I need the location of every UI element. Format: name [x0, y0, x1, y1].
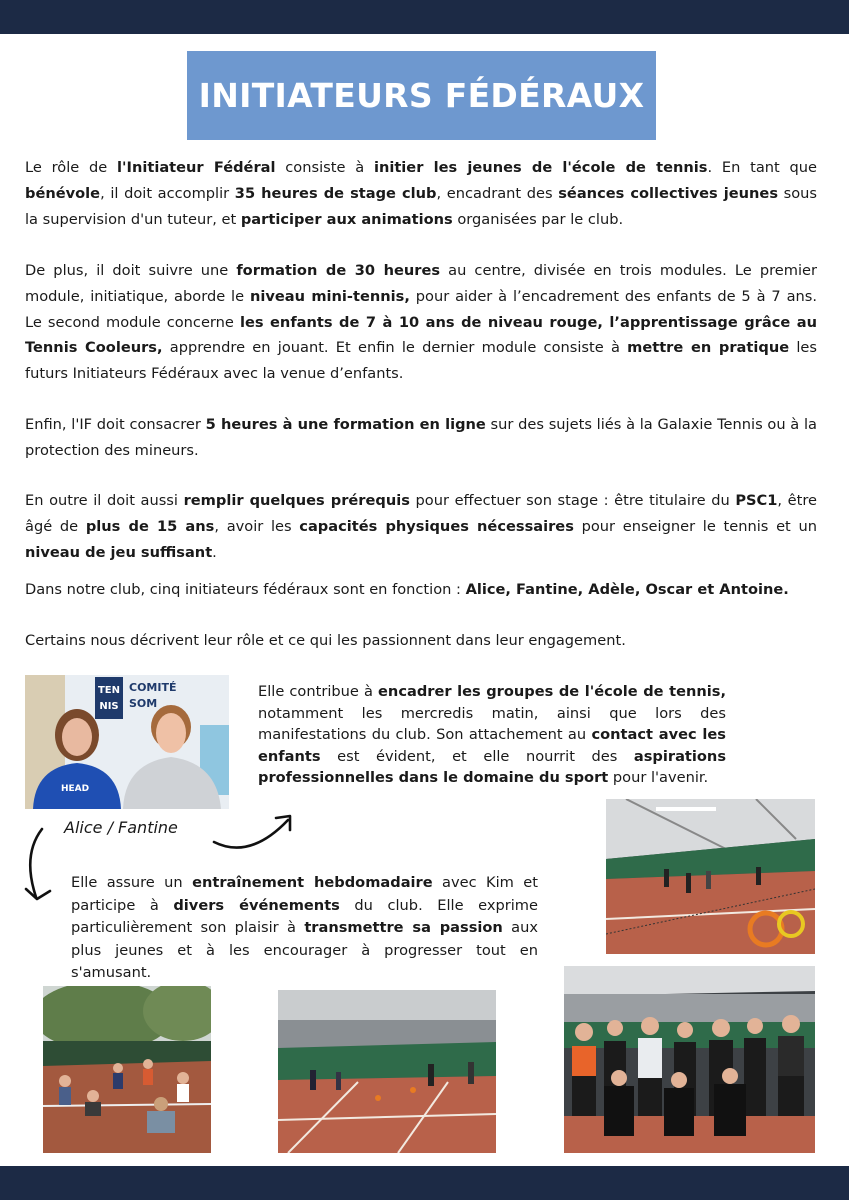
- photo-outdoor-kids: [43, 986, 211, 1153]
- title-box: [187, 51, 656, 140]
- photo-caption: Alice / Fantine: [64, 818, 178, 837]
- paragraph-role: Le rôle de l'Initiateur Fédéral consiste à initier les jeunes de l'école de tennis. En tant que bénévole, il doit accomplir 35 heures de stage club, encadrant des séances collectives jeunes sous la supervision d'un tuteur, et participer aux animations organisées par le club.: [25, 159, 818, 228]
- page-title: INITIATEURS FÉDÉRAUX: [198, 76, 645, 115]
- paragraph-prerequisites: En outre il doit aussi remplir quelques prérequis pour effectuer son stage : être titulaire du PSC1, être âgé de plus de 15 ans, avoir les capacités physiques nécessaires pour enseigner le tennis et un niveau de jeu suffisant.: [25, 492, 818, 561]
- photo-alice-fantine: [25, 675, 229, 809]
- photo-indoor-court-drills: [278, 990, 496, 1153]
- text-fantine-description: Elle assure un entraînement hebdomadaire avec Kim et participe à divers événements du club. Elle exprime particulièrement son plaisir à transmettre sa passion aux plus jeunes et à les encourager à progresser tout en s'amusant.: [71, 874, 539, 981]
- banner-text-somme: SOM: [129, 697, 158, 710]
- paragraph-training: De plus, il doit suivre une formation de 30 heures au centre, divisée en trois modules. Le premier module, initiatique, aborde le niveau mini-tennis, pour aider à l’encadrement des enfants de 5 à 7 ans. Le second module concerne les enfants de 7 à 10 ans de niveau rouge, l’apprentissage grâce au Tennis Cooleurs, apprendre en jouant. Et enfin le dernier module consiste à mettre en pratique les futurs Initiateurs Fédéraux avec la venue d’enfants.: [25, 262, 817, 383]
- paragraph-club-members: Dans notre club, cinq initiateurs fédéraux sont en fonction : Alice, Fantine, Adèle, Oscar et Antoine.: [25, 581, 789, 598]
- paragraph-intro: Certains nous décrivent leur rôle et ce qui les passionnent dans leur engagement.: [25, 632, 626, 649]
- arrow-down-icon: [20, 825, 60, 905]
- top-banner-bar: [0, 0, 849, 34]
- shirt-logo-text: HEAD: [60, 784, 90, 794]
- photo-indoor-training: [606, 799, 815, 954]
- arrow-right-icon: [210, 808, 300, 858]
- photo-group-initiators: [564, 966, 815, 1153]
- bottom-banner-bar: [0, 1166, 849, 1200]
- banner-text-committee: COMITÉ: [129, 681, 177, 694]
- text-alice-description: Elle contribue à encadrer les groupes de l'école de tennis, notamment les mercredis matin, ainsi que lors des manifestations du club. Son attachement au contact avec les enfants est évident, et elle nourrit des aspirations professionnelles dans le domaine du sport pour l'avenir.: [258, 683, 726, 786]
- banner-logo-text-bottom: NIS: [99, 701, 119, 712]
- banner-logo-text-top: TEN: [97, 685, 121, 696]
- paragraph-online: Enfin, l'IF doit consacrer 5 heures à une formation en ligne sur des sujets liés à la Galaxie Tennis ou à la protection des mineurs.: [25, 416, 817, 459]
